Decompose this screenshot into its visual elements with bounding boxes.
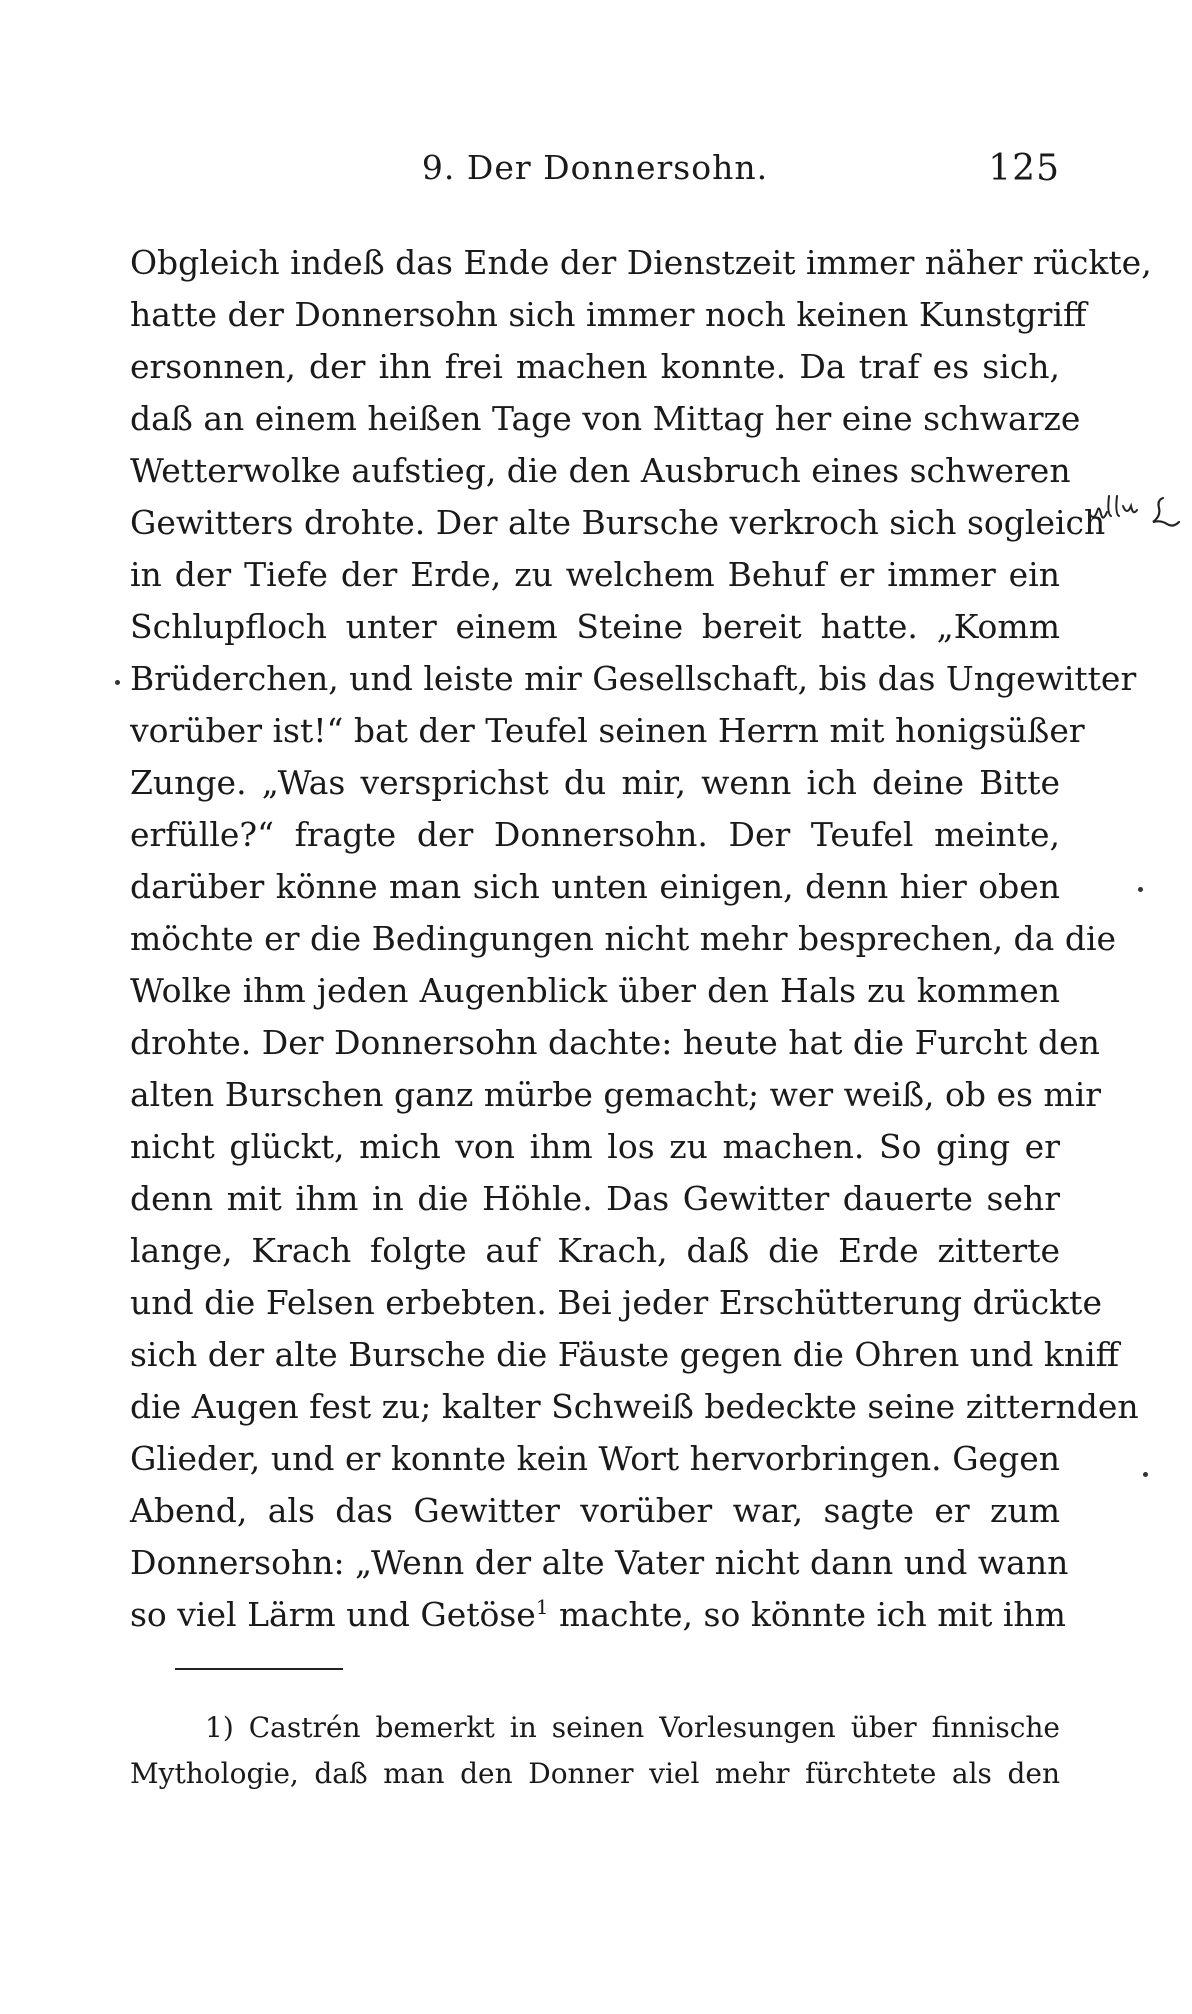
last-line-start: so viel Lärm und Getöse [130, 1595, 536, 1634]
text-line: Abend, als das Gewitter vorüber war, sagte er zum [130, 1491, 1060, 1530]
text-line: Glieder, und er konnte kein Wort hervorbringen. Gegen [130, 1439, 1060, 1478]
text-line: Schlupfloch unter einem Steine bereit hatte. „Komm [130, 607, 1060, 646]
text-line: Donnersohn: „Wenn der alte Vater nicht dann und wann [130, 1543, 1069, 1582]
text-line: lange, Krach folgte auf Krach, daß die Erde zitterte [130, 1231, 1060, 1270]
footnote-line: Mythologie, daß man den Donner viel mehr fürchtete als den [130, 1757, 1060, 1790]
text-line: drohte. Der Donnersohn dachte: heute hat die Furcht den [130, 1023, 1100, 1062]
page-number: 125 [988, 148, 1060, 189]
footnote-divider [175, 1668, 343, 1670]
handwritten-margin-note-drawing [1085, 490, 1192, 540]
text-line: in der Tiefe der Erde, zu welchem Behuf er immer ein [130, 555, 1060, 594]
last-line-end: machte, so könnte ich mit ihm [548, 1595, 1066, 1634]
text-line: darüber könne man sich unten einigen, denn hier oben [130, 867, 1060, 906]
running-head [130, 148, 1060, 198]
text-line: Brüderchen, und leiste mir Gesellschaft, bis das Ungewitter [130, 659, 1137, 698]
text-line: Zunge. „Was versprichst du mir, wenn ich deine Bitte [130, 763, 1060, 802]
text-line: Wolke ihm jeden Augenblick über den Hals zu kommen [130, 971, 1060, 1010]
chapter-title: 9. Der Donnersohn. [421, 148, 769, 187]
text-line: hatte der Donnersohn sich immer noch keinen Kunstgriff [130, 295, 1087, 334]
footnote-line: 1) Castrén bemerkt in seinen Vorlesungen über finnische [205, 1711, 1060, 1744]
text-line: nicht glückt, mich von ihm los zu machen. So ging er [130, 1127, 1060, 1166]
text-line: vorüber ist!“ bat der Teufel seinen Herrn mit honigsüßer [130, 711, 1085, 750]
text-line: und die Felsen erbebten. Bei jeder Erschütterung drückte [130, 1283, 1102, 1322]
margin-speck [1143, 1472, 1148, 1477]
margin-speck [1138, 887, 1143, 892]
text-line: Wetterwolke aufstieg, die den Ausbruch eines schweren [130, 451, 1071, 490]
text-line: denn mit ihm in die Höhle. Das Gewitter dauerte sehr [130, 1179, 1060, 1218]
text-line: Obgleich indeß das Ende der Dienstzeit immer näher rückte, [130, 243, 1152, 282]
text-line: möchte er die Bedingungen nicht mehr besprechen, da die [130, 919, 1117, 958]
handwritten-margin-note [1085, 490, 1192, 540]
text-line: Gewitters drohte. Der alte Bursche verkroch sich sogleich [130, 503, 1106, 542]
footnotes [130, 1705, 1060, 1797]
text-line: erfülle?“ fragte der Donnersohn. Der Teufel meinte, [130, 815, 1060, 854]
body-text [130, 237, 1152, 1641]
margin-speck [115, 680, 120, 685]
footnote-reference[interactable]: 1 [535, 1595, 549, 1619]
text-line: sich der alte Bursche die Fäuste gegen die Ohren und kniff [130, 1335, 1120, 1374]
text-line: daß an einem heißen Tage von Mittag her eine schwarze [130, 399, 1081, 438]
text-line: alten Burschen ganz mürbe gemacht; wer weiß, ob es mir [130, 1075, 1102, 1114]
text-line-last [130, 1589, 1066, 1641]
text-line: die Augen fest zu; kalter Schweiß bedeckte seine zitternden [130, 1387, 1139, 1426]
text-line: ersonnen, der ihn frei machen konnte. Da traf es sich, [130, 347, 1060, 386]
